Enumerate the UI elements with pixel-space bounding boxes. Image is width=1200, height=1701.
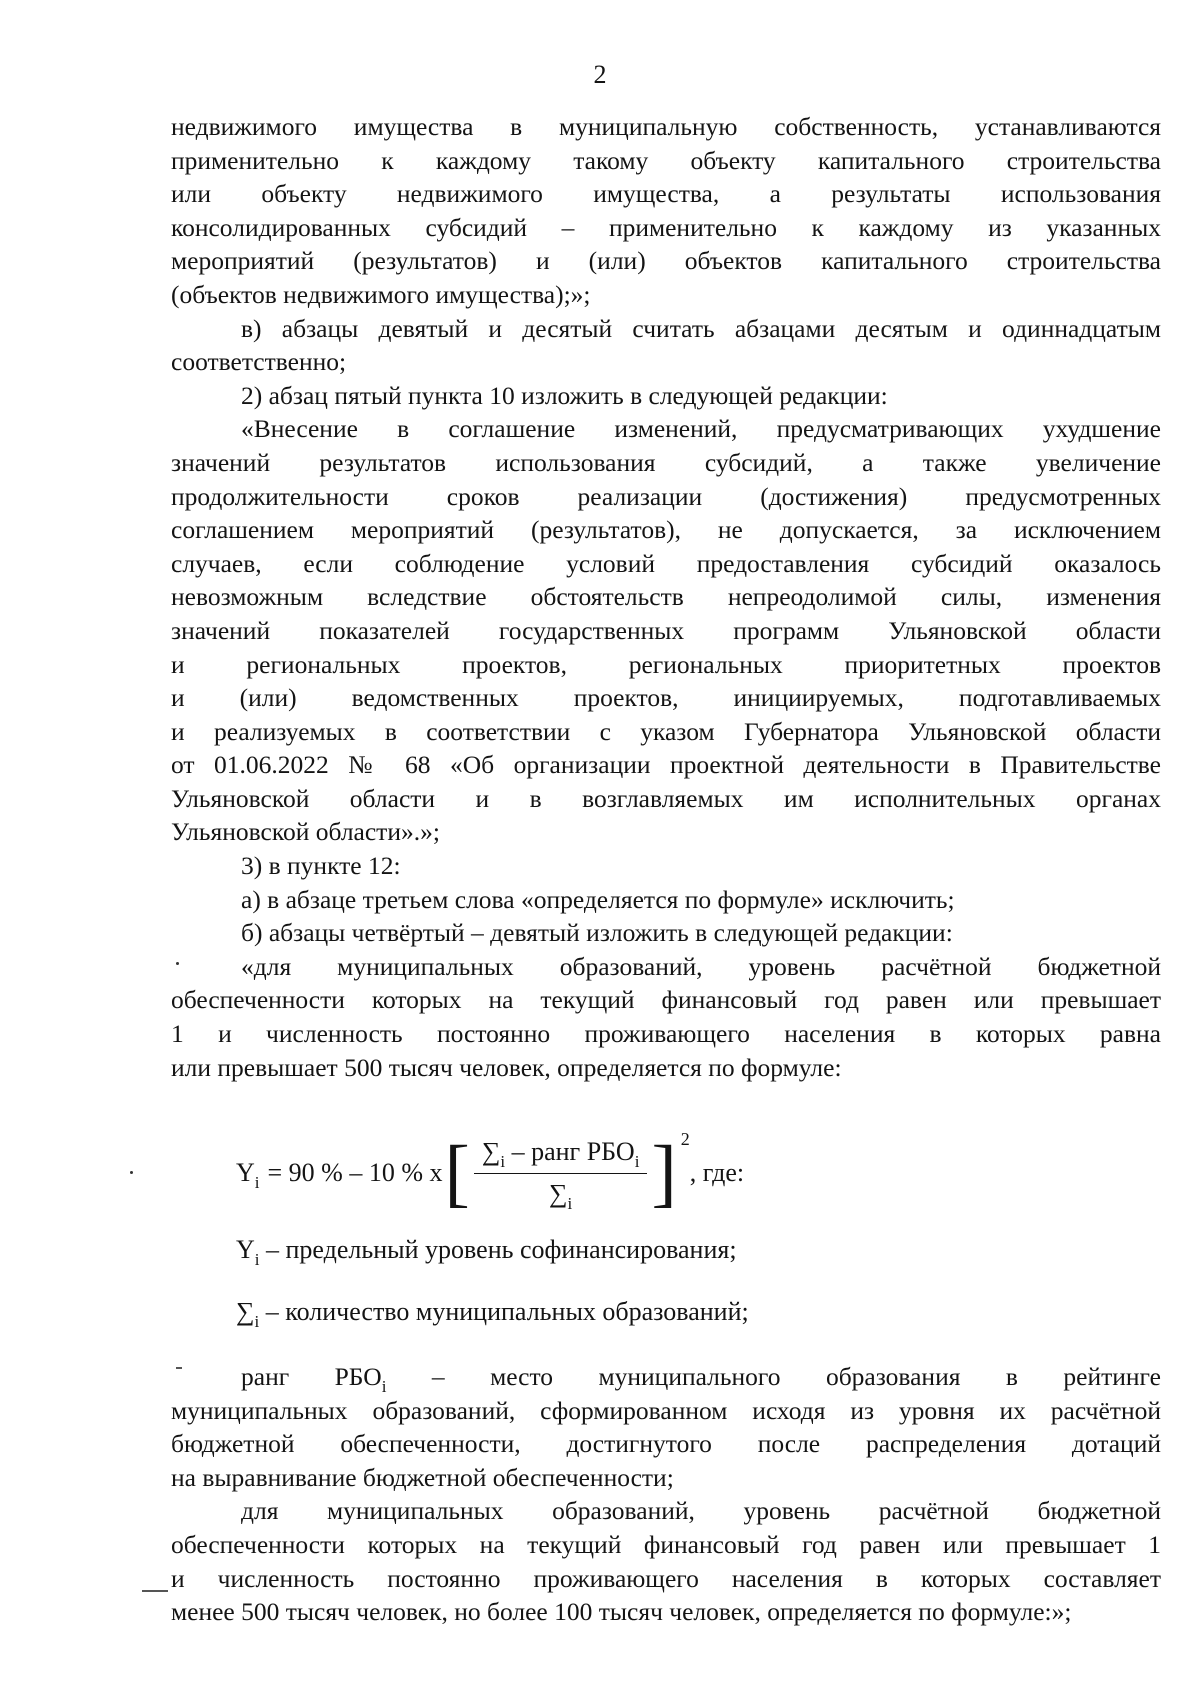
text-line: от 01.06.2022 № 68 «Об организации проектной деятельности в Правительстве: [171, 750, 1161, 780]
definition-sum: $\sum_i$ – количество муниципальных образований;: [236, 1297, 749, 1331]
formula-power: 2: [680, 1128, 690, 1149]
formula-fraction: [474, 1136, 648, 1213]
definition-y: $Y_i$ – предельный уровень софинансирования;: [236, 1235, 737, 1269]
text-line: менее 500 тысяч человек, но более 100 тысяч человек, определяется по формуле:»;: [171, 1597, 1072, 1627]
text-line: муниципальных образований, сформированном исходя из уровня их расчётной: [171, 1395, 1161, 1425]
text-line: 2) абзац пятый пункта 10 изложить в следующей редакции:: [241, 380, 888, 410]
text-line: недвижимого имущества в муниципальную собственность, устанавливаются: [171, 112, 1161, 141]
text-line: в) абзацы девятый и десятый считать абзацами десятым и одиннадцатым: [241, 313, 1161, 343]
fraction-denominator: $\sum_i$: [548, 1178, 573, 1213]
right-bracket: ]: [651, 1131, 677, 1215]
text-line: бюджетной обеспеченности, достигнутого после распределения дотаций: [171, 1429, 1161, 1459]
text-line: невозможным вследствие обстоятельств непреодолимой силы, изменения: [171, 582, 1161, 612]
text-line: соглашением мероприятий (результатов), не допускается, за исключением: [171, 515, 1161, 545]
formula-lhs: $Y_i$: [236, 1158, 260, 1192]
text-line: и (или) ведомственных проектов, инициируемых, подготавливаемых: [171, 683, 1161, 713]
body-text: [171, 110, 1161, 1084]
text-line: значений результатов использования субсидий, а также увеличение: [171, 447, 1161, 477]
lower-text: [171, 1360, 1161, 1629]
text-line: мероприятий (результатов) и (или) объектов капитального строительства: [171, 246, 1161, 276]
text-line: обеспеченности которых на текущий финансовый год равен или превышает 1: [171, 1529, 1161, 1559]
page-number: 2: [593, 60, 607, 89]
fraction-numerator: $\sum_i$ – ранг $РБО_i$: [474, 1138, 648, 1174]
scan-speck: [130, 1171, 133, 1174]
text-line: применительно к каждому такому объекту капитального строительства: [171, 145, 1161, 175]
text-line: и реализуемых в соответствии с указом Губернатора Ульяновской области: [171, 716, 1161, 746]
formula-equals: = 90 % – 10 % x: [267, 1158, 443, 1187]
scan-speck: [176, 962, 179, 965]
text-line: или объекту недвижимого имущества, а результаты использования: [171, 179, 1161, 209]
text-line: Ульяновской области».»;: [171, 817, 440, 847]
text-line: для муниципальных образований, уровень расчётной бюджетной: [241, 1496, 1161, 1526]
text-line: и численность постоянно проживающего населения в которых составляет: [171, 1563, 1161, 1593]
scan-mark: [142, 1590, 168, 1592]
text-line: и региональных проектов, региональных приоритетных проектов: [171, 649, 1161, 679]
formula: [236, 1118, 744, 1228]
formula-suffix: , где:: [689, 1158, 745, 1187]
text-line: «Внесение в соглашение изменений, предусматривающих ухудшение: [241, 414, 1161, 444]
left-bracket: [: [444, 1131, 470, 1215]
text-line: 1 и численность постоянно проживающего населения в которых равна: [171, 1019, 1161, 1049]
text-line: значений показателей государственных программ Ульяновской области: [171, 615, 1161, 645]
text-line: 3) в пункте 12:: [241, 851, 401, 881]
text-line: случаев, если соблюдение условий предоставления субсидий оказалось: [171, 548, 1161, 578]
text-line: соответственно;: [171, 347, 347, 377]
text-line: «для муниципальных образований, уровень расчётной бюджетной: [241, 951, 1161, 981]
text-line: а) в абзаце третьем слова «определяется по формуле» исключить;: [241, 884, 955, 914]
text-line: (объектов недвижимого имущества);»;: [171, 279, 591, 309]
scan-mark: [176, 1367, 182, 1369]
text-line: б) абзацы четвёртый – девятый изложить в следующей редакции:: [241, 918, 953, 948]
text-line: ранг $РБО_i$ – место муниципального образования в рейтинге: [241, 1362, 1161, 1396]
text-line: на выравнивание бюджетной обеспеченности;: [171, 1462, 674, 1492]
text-line: или превышает 500 тысяч человек, определяется по формуле:: [171, 1052, 842, 1082]
text-line: консолидированных субсидий – применительно к каждому из указанных: [171, 212, 1161, 242]
text-line: Ульяновской области и в возглавляемых им исполнительных органах: [171, 783, 1161, 813]
text-line: продолжительности сроков реализации (достижения) предусмотренных: [171, 481, 1161, 511]
text-line: обеспеченности которых на текущий финансовый год равен или превышает: [171, 985, 1161, 1015]
